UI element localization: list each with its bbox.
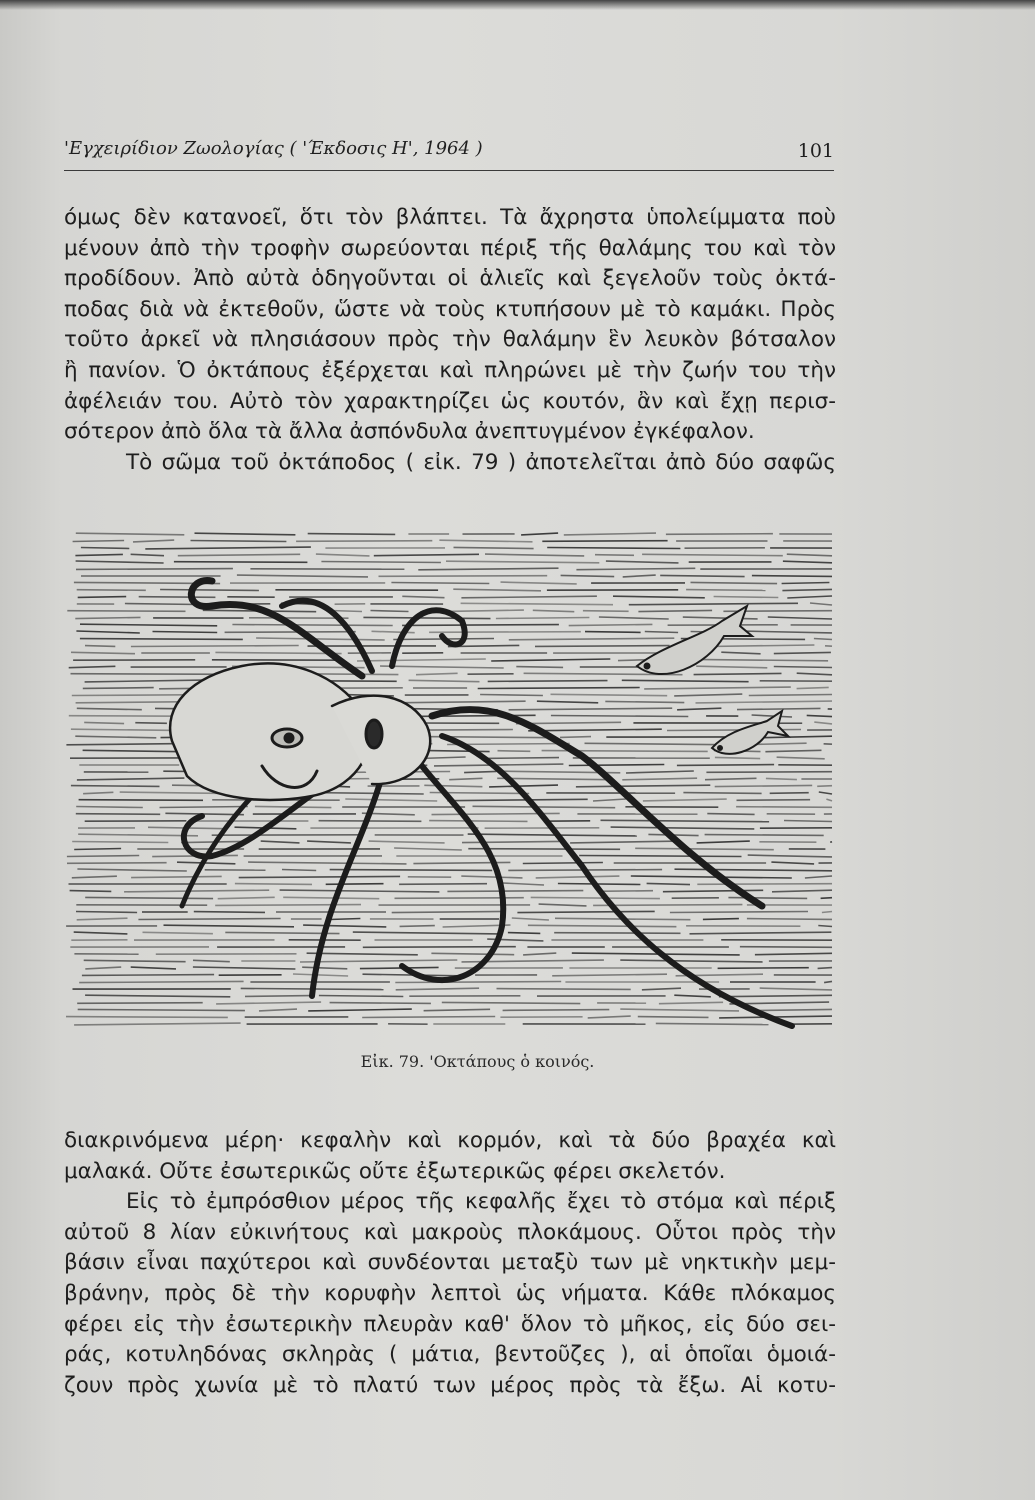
- text-line: Εἰς τὸ ἐμπρόσθιον μέρος τῆς κεφαλῆς ἔχει τὸ στόμα καὶ πέριξ: [126, 1189, 836, 1215]
- sea-hatching: [66, 533, 832, 1025]
- text-line: προδίδουν. Ἀπὸ αὐτὰ ὁδηγοῦνται οἱ ἁλιεῖς καὶ ξεγελοῦν τοὺς ὀκτά-: [64, 266, 836, 292]
- running-header: [64, 134, 834, 171]
- text-line: μαλακά. Οὔτε ἐσωτερικῶς οὔτε ἐξωτερικῶς φέρει σκελετόν.: [64, 1158, 726, 1184]
- text-block-bottom: [64, 1126, 836, 1401]
- text-line: βράνην, πρὸς δὲ τὴν κορυφὴν λεπτοὶ ὡς νήματα. Κάθε πλόκαμος: [64, 1280, 836, 1306]
- text-line: αὐτοῦ 8 λίαν εὐκινήτους καὶ μακροὺς πλοκάμους. Οὗτοι πρὸς τὴν: [64, 1219, 836, 1245]
- header-title: 'Εγχειρίδιον Ζωολογίας ( 'Έκδοσις Η', 1964 ): [64, 138, 483, 159]
- text-line: τοῦτο ἀρκεῖ νὰ πλησιάσουν πρὸς τὴν θαλάμην ἓν λευκὸν βότσαλον: [64, 327, 836, 353]
- scan-edge-shadow: [0, 0, 1035, 10]
- text-line: ποδας διὰ νὰ ἐκτεθοῦν, ὥστε νὰ τοὺς κτυπήσουν μὲ τὸ καμάκι. Πρὸς: [64, 296, 836, 322]
- text-line: ἢ πανίον. Ὁ ὀκτάπους ἐξέρχεται καὶ πληρώνει μὲ τὴν ζωήν του τὴν: [64, 357, 836, 383]
- page-number: 101: [797, 140, 834, 162]
- text-line: φέρει εἰς τὴν ἐσωτερικὴν πλευρὰν καθ' ὅλον τὸ μῆκος, εἰς δύο σει-: [64, 1311, 836, 1337]
- text-block-top: [64, 203, 836, 478]
- text-line: βάσιν εἶναι παχύτεροι καὶ συνδέονται μεταξὺ των μὲ νηκτικὴν μεμ-: [64, 1250, 836, 1276]
- octopus-illustration: [62, 526, 838, 1038]
- text-line: ράς, κοτυληδόνας σκληρὰς ( μάτια, βεντοῦζες ), αἱ ὁποῖαι ὁμοιά-: [64, 1342, 836, 1368]
- text-line: Τὸ σῶμα τοῦ ὀκτάποδος ( εἰκ. 79 ) ἀποτελεῖται ἀπὸ δύο σαφῶς: [126, 449, 836, 475]
- text-line: μένουν ἀπὸ τὴν τροφὴν σωρεύονται πέριξ τῆς θαλάμης του καὶ τὸν: [64, 235, 836, 261]
- text-line: ἀφέλειάν του. Αὐτὸ τὸν χαρακτηρίζει ὡς κουτόν, ἂν καὶ ἔχῃ περισ-: [64, 388, 836, 414]
- figure-caption-text: Εἰκ. 79. 'Οκτάπους ὁ κοινός.: [360, 1052, 595, 1071]
- text-line: ζουν πρὸς χωνία μὲ τὸ πλατύ των μέρος πρὸς τὰ ἔξω. Αἱ κοτυ-: [64, 1372, 836, 1398]
- text-line: όμως δὲν κατανοεῖ, ὅτι τὸν βλάπτει. Τὰ ἄχρηστα ὑπολείμματα ποὺ: [64, 205, 836, 230]
- figure-caption: [0, 1052, 1035, 1071]
- text-line: διακρινόμενα μέρη· κεφαλὴν καὶ κορμόν, καὶ τὰ δύο βραχέα καὶ: [64, 1128, 836, 1153]
- text-line: σότερον ἀπὸ ὅλα τὰ ἄλλα ἀσπόνδυλα ἀνεπτυγμένον ἐγκέφαλον.: [64, 419, 755, 445]
